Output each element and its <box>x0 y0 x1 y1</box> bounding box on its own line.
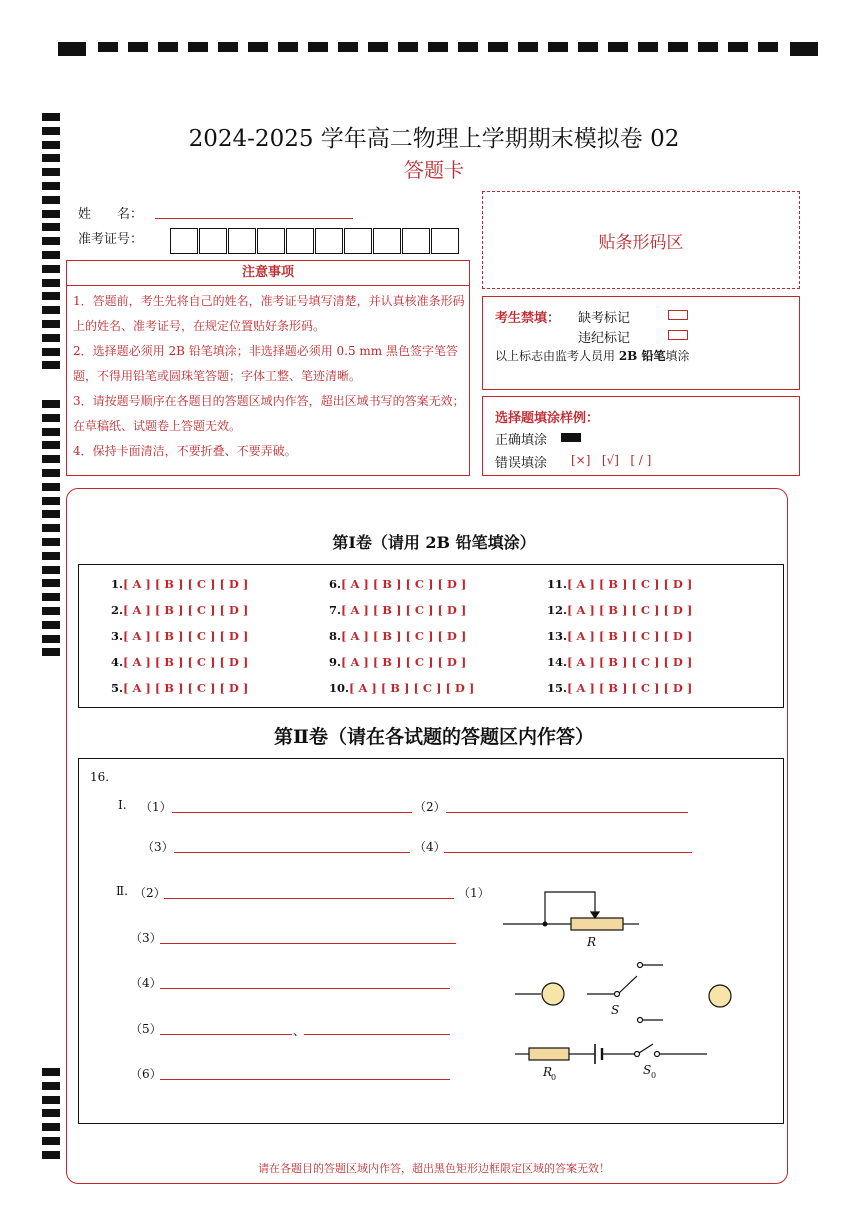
answer-line[interactable] <box>444 852 692 853</box>
mc-question-number: 9. <box>329 655 342 669</box>
timing-mark <box>42 265 60 273</box>
timing-mark <box>42 414 60 422</box>
absent-checkbox[interactable] <box>668 310 688 320</box>
mc-question-number: 6. <box>329 577 342 591</box>
mc-question-number: 11. <box>547 577 568 591</box>
blank-label: （6） <box>130 1067 162 1081</box>
timing-mark <box>42 607 60 615</box>
mc-question-number: 13. <box>547 629 568 643</box>
timing-mark <box>42 455 60 463</box>
violation-label: 违纪标记 <box>578 331 631 346</box>
blank-separator: 、 <box>293 1024 306 1038</box>
timing-mark <box>42 510 60 518</box>
timing-mark <box>42 196 60 204</box>
mc-question-number: 5. <box>111 681 124 695</box>
timing-mark <box>42 635 60 643</box>
answer-line[interactable] <box>160 943 456 944</box>
timing-mark <box>42 469 60 477</box>
mc-options[interactable]: [ A ] [ B ] [ C ] [ D ] <box>567 681 693 695</box>
mc-options[interactable]: [ A ] [ B ] [ C ] [ D ] <box>341 603 467 617</box>
answer-line[interactable] <box>172 812 412 813</box>
page-subtitle: 答题卡 <box>404 158 464 182</box>
timing-mark <box>42 648 60 656</box>
fill-example-title: 选择题填涂样例： <box>495 411 600 426</box>
part1-label: Ⅰ. <box>118 798 127 812</box>
timing-mark <box>42 1082 60 1090</box>
forbidden-box <box>482 296 800 390</box>
notice-item: 3．请按题号顺序在各题目的答题区域内作答，超出区域书写的答案无效；在草稿纸、试题卷上答题无效。 <box>73 394 465 433</box>
mc-options[interactable]: [ A ] [ B ] [ C ] [ D ] <box>341 629 467 643</box>
mc-question[interactable] <box>329 655 466 669</box>
timing-mark <box>42 361 60 369</box>
answer-line[interactable] <box>160 988 450 989</box>
name-field[interactable] <box>155 218 353 219</box>
barcode-area <box>482 191 800 289</box>
timing-mark <box>42 1109 60 1117</box>
mc-question[interactable] <box>329 681 474 695</box>
absent-label: 缺考标记 <box>578 311 631 326</box>
mc-grid[interactable] <box>78 564 784 708</box>
forbidden-note: 以上标志由监考人员用 2B 铅笔填涂 <box>495 349 690 363</box>
notice-box <box>66 260 470 476</box>
answer-line[interactable] <box>160 1079 450 1080</box>
main-switch-subscript: 0 <box>651 1071 657 1080</box>
mc-options[interactable]: [ A ] [ B ] [ C ] [ D ] <box>567 577 693 591</box>
timing-mark <box>42 1096 60 1104</box>
timing-mark <box>42 223 60 231</box>
mc-question[interactable] <box>111 629 248 643</box>
timing-mark <box>42 621 60 629</box>
mc-question[interactable] <box>111 655 248 669</box>
timing-mark <box>42 428 60 436</box>
mc-options[interactable]: [ A ] [ B ] [ C ] [ D ] <box>123 603 249 617</box>
blank-label: （2） <box>414 800 446 814</box>
mc-question[interactable] <box>547 629 692 643</box>
blank-label: （4） <box>414 840 446 854</box>
timing-mark <box>42 579 60 587</box>
notice-title: 注意事项 <box>67 261 469 286</box>
mc-options[interactable]: [ A ] [ B ] [ C ] [ D ] <box>567 603 693 617</box>
mc-question[interactable] <box>547 603 692 617</box>
mc-question-number: 3. <box>111 629 124 643</box>
timing-mark <box>42 292 60 300</box>
blank-label: （5） <box>130 1022 162 1036</box>
answer-line[interactable] <box>164 898 454 899</box>
timing-mark <box>42 210 60 218</box>
mc-options[interactable]: [ A ] [ B ] [ C ] [ D ] <box>341 577 467 591</box>
id-number-grid[interactable] <box>170 228 460 254</box>
blank-label: （2） <box>134 886 166 900</box>
timing-mark <box>42 497 60 505</box>
section1-title: 第Ⅰ卷（请用 2B 铅笔填涂） <box>332 533 536 552</box>
blank-label: （3） <box>130 931 162 945</box>
mc-question[interactable] <box>111 681 248 695</box>
mc-options[interactable]: [ A ] [ B ] [ C ] [ D ] <box>123 577 249 591</box>
mc-options[interactable]: [ A ] [ B ] [ C ] [ D ] <box>567 655 693 669</box>
section2-title: 第Ⅱ卷（请在各试题的答题区内作答） <box>273 726 594 748</box>
answer-line[interactable] <box>174 852 410 853</box>
timing-mark <box>42 593 60 601</box>
q16-number: 16. <box>90 770 110 784</box>
notice-item: 1．答题前，考生先将自己的姓名，准考证号填写清楚，并认真核准条形码上的姓名、准考证号，在规定位置贴好条形码。 <box>73 294 465 333</box>
answer-line[interactable] <box>304 1034 450 1035</box>
mc-question-number: 1. <box>111 577 124 591</box>
mc-question[interactable] <box>111 603 248 617</box>
rheostat-label: R <box>587 935 597 949</box>
timing-mark <box>42 1137 60 1145</box>
resistor-subscript: 0 <box>551 1073 557 1082</box>
mc-question-number: 12. <box>547 603 568 617</box>
page-title: 2024-2025 学年高二物理上学期期末模拟卷 02 <box>188 126 680 152</box>
mc-question[interactable] <box>111 577 248 591</box>
mc-options[interactable]: [ A ] [ B ] [ C ] [ D ] <box>123 629 249 643</box>
mc-options[interactable]: [ A ] [ B ] [ C ] [ D ] <box>123 681 249 695</box>
wrong-fill-label: 错误填涂 <box>495 456 548 471</box>
timing-mark <box>42 566 60 574</box>
blank-label: （1） <box>140 800 172 814</box>
footer-note: 请在各题目的答题区域内作答，超出黑色矩形边框限定区域的答案无效！ <box>258 1162 610 1175</box>
timing-mark <box>42 334 60 342</box>
wrong-fill-marks: [×] [√] [ / ] <box>571 453 652 467</box>
blank-label: （1） <box>458 886 490 900</box>
mc-options[interactable]: [ A ] [ B ] [ C ] [ D ] <box>567 629 693 643</box>
mc-options[interactable]: [ A ] [ B ] [ C ] [ D ] <box>349 681 475 695</box>
part2-label: Ⅱ. <box>116 884 128 898</box>
correct-fill-mark <box>561 433 581 442</box>
main-switch-label: S <box>643 1063 652 1077</box>
violation-checkbox[interactable] <box>668 330 688 340</box>
mc-question-number: 8. <box>329 629 342 643</box>
mc-options[interactable]: [ A ] [ B ] [ C ] [ D ] <box>123 655 249 669</box>
mc-question-number: 2. <box>111 603 124 617</box>
id-label: 准考证号： <box>78 232 144 247</box>
mc-question[interactable] <box>329 629 466 643</box>
blank-label: （3） <box>142 840 174 854</box>
correct-fill-label: 正确填涂 <box>495 433 548 448</box>
timing-mark <box>42 483 60 491</box>
mc-question[interactable] <box>547 681 692 695</box>
timing-mark <box>42 237 60 245</box>
mc-question-number: 7. <box>329 603 342 617</box>
timing-mark <box>42 441 60 449</box>
resistor-label: R <box>543 1065 553 1079</box>
fill-example-box <box>482 396 800 476</box>
forbidden-title: 考生禁填： <box>495 311 561 326</box>
name-label: 姓 名： <box>78 207 144 222</box>
mc-question-number: 4. <box>111 655 124 669</box>
mc-question[interactable] <box>329 603 466 617</box>
mc-question-number: 14. <box>547 655 568 669</box>
notice-item: 2．选择题必须用 2B 铅笔填涂；非选择题必须用 0.5 mm 黑色签字笔答题，不得用铅笔或圆珠笔答题；字体工整、笔迹清晰。 <box>73 344 459 383</box>
timing-mark <box>42 348 60 356</box>
barcode-label: 贴条形码区 <box>598 233 684 253</box>
timing-mark <box>42 1068 60 1076</box>
notice-item: 4．保持卡面清洁，不要折叠、不要弄破。 <box>73 444 297 458</box>
mc-question[interactable] <box>547 655 692 669</box>
timing-mark <box>42 251 60 259</box>
answer-line[interactable] <box>160 1034 292 1035</box>
mc-options[interactable]: [ A ] [ B ] [ C ] [ D ] <box>341 655 467 669</box>
timing-mark <box>42 320 60 328</box>
timing-mark <box>42 279 60 287</box>
answer-line[interactable] <box>446 812 688 813</box>
blank-label: （4） <box>130 976 162 990</box>
timing-mark <box>42 182 60 190</box>
timing-mark <box>42 1123 60 1131</box>
mc-question[interactable] <box>547 577 692 591</box>
circuit-diagram[interactable] <box>495 880 755 1090</box>
mc-question-number: 10. <box>329 681 350 695</box>
mc-question[interactable] <box>329 577 466 591</box>
switch-label: S <box>611 1003 620 1017</box>
timing-mark <box>42 400 60 408</box>
timing-mark <box>42 306 60 314</box>
timing-mark <box>42 1151 60 1159</box>
mc-question-number: 15. <box>547 681 568 695</box>
